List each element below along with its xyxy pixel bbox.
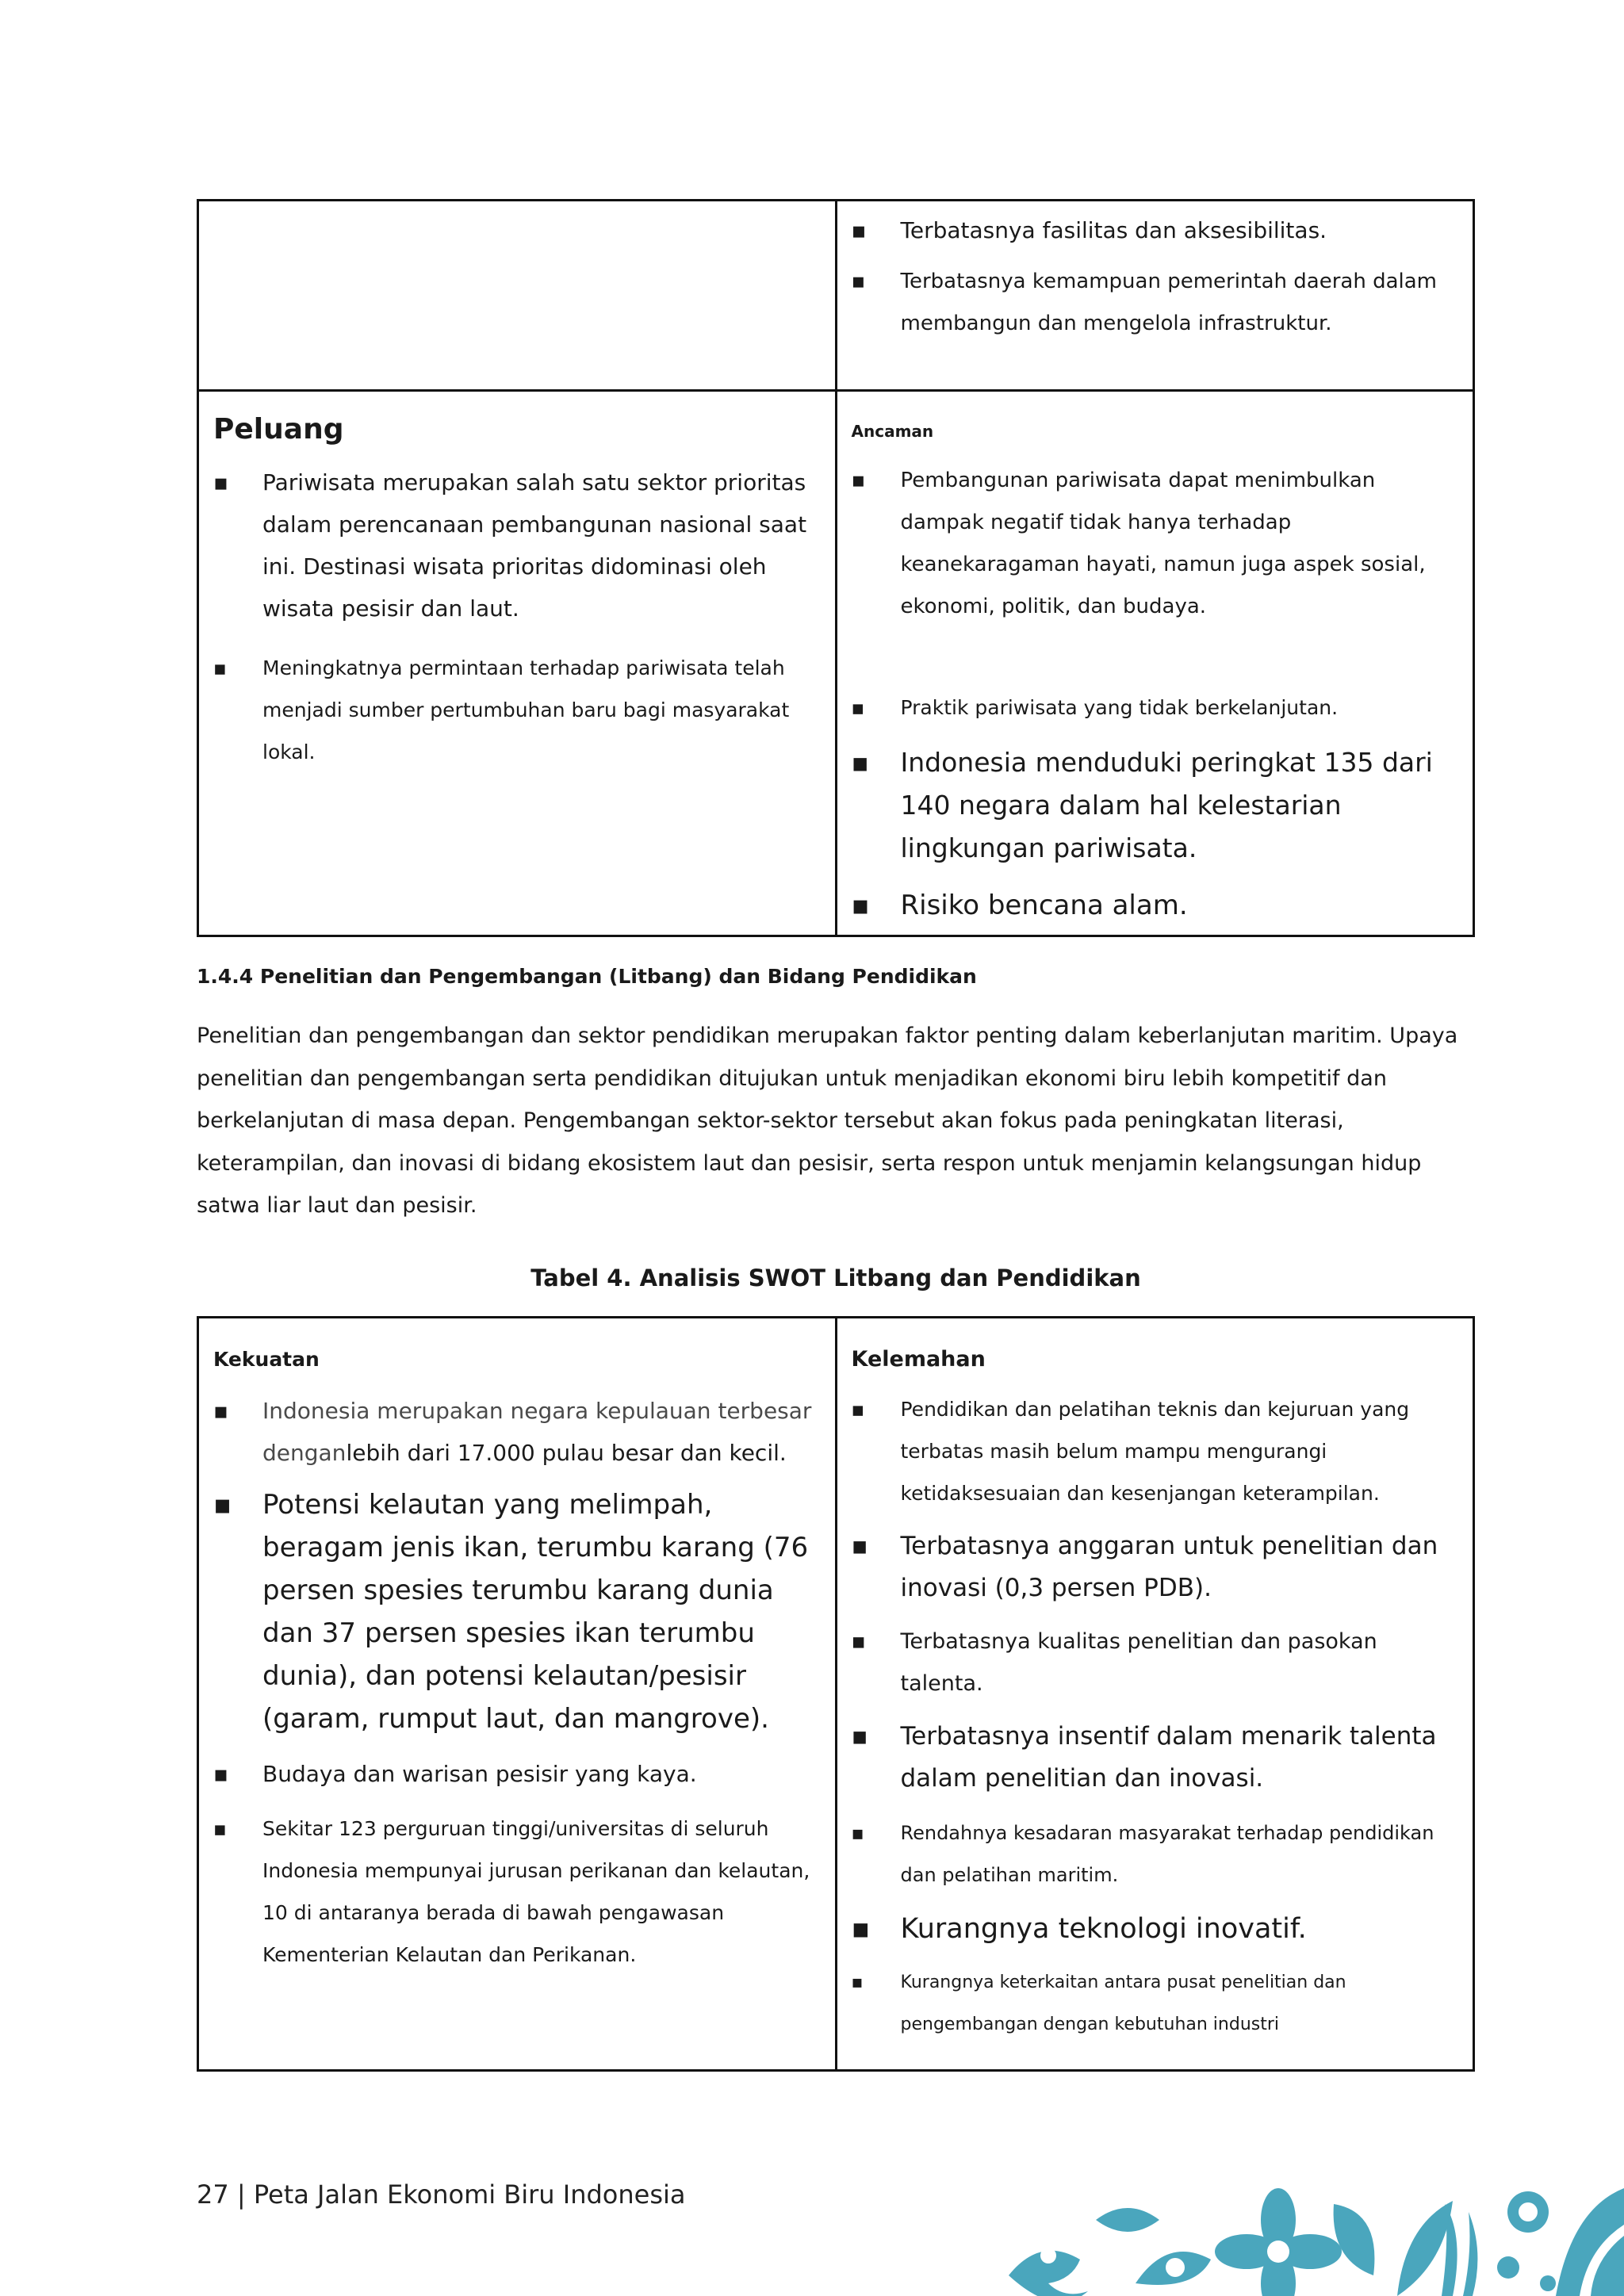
list-item: ▪ Terbatasnya anggaran untuk penelitian dan inovasi (0,3 persen PDB). [851, 1532, 1438, 1602]
section-paragraph: Penelitian dan pengembangan dan sektor pendidikan merupakan faktor penting dalam keberlanjutan maritim. Upaya penelitian dan pengembangan serta pendidikan ditujukan untuk menjadikan ekonomi biru lebih kompetitif dan berkelanjutan di masa depan. Pengembangan sektor-sektor tersebut akan fokus pada peningkatan literasi, keterampilan, dan inovasi di bidang ekosistem laut dan pesisir, serta respon untuk menjamin kelangsungan hidup satwa liar laut dan pesisir. [197, 1024, 1458, 1218]
table-row [198, 391, 1474, 936]
list-item: ▪ Indonesia menduduki peringkat 135 dari 140 negara dalam hal kelestarian lingkungan pariwisata. [851, 747, 1433, 863]
section-heading: 1.4.4 Penelitian dan Pengembangan (Litbang) dan Bidang Pendidikan [197, 965, 977, 988]
peluang-title: Peluang [213, 413, 344, 446]
list-item: ▪ Pembangunan pariwisata dapat menimbulkan dampak negatif tidak hanya terhadap keanekaragaman hayati, namun juga aspek sosial, ekonomi, politik, dan budaya. [851, 469, 1426, 618]
list-item: ▪ Meningkatnya permintaan terhadap pariwisata telah menjadi sumber pertumbuhan baru bagi masyarakat lokal. [213, 656, 790, 763]
list-item: ▪ Budaya dan warisan pesisir yang kaya. [213, 1761, 697, 1787]
swot-table-litbang [197, 1316, 1475, 2072]
peluang-cell [198, 391, 837, 936]
page-footer: 27 | Peta Jalan Ekonomi Biru Indonesia [197, 2179, 686, 2210]
ancaman-title: Ancaman [851, 422, 934, 441]
list-item: ▪ Terbatasnya kualitas penelitian dan pasokan talenta. [851, 1629, 1377, 1696]
list-item: ▪ Pendidikan dan pelatihan teknis dan kejuruan yang terbatas masih belum mampu mengurangi ketidaksesuaian dan kesenjangan keterampilan. [851, 1398, 1410, 1505]
list-item: ▪ Terbatasnya kemampuan pemerintah daerah dalam membangun dan mengelola infrastruktur. [851, 270, 1437, 335]
list-item: ▪ Potensi kelautan yang melimpah, beragam jenis ikan, terumbu karang (76 persen spesies terumbu karang dunia dan 37 persen spesies ikan terumbu dunia), dan potensi kelautan/pesisir (garam, rumput laut, dan mangrove). [213, 1489, 809, 1735]
table-row [198, 201, 1474, 391]
list-item: ▪ Indonesia merupakan negara kepulauan terbesar denganlebih dari 17.000 pulau besar dan kecil. [213, 1398, 812, 1466]
list-item: ▪ Terbatasnya fasilitas dan aksesibilitas. [851, 217, 1327, 243]
list-item: ▪ Rendahnya kesadaran masyarakat terhadap pendidikan dan pelatihan maritim. [851, 1822, 1434, 1886]
list-item: ▪ Pariwisata merupakan salah satu sektor prioritas dalam perencanaan pembangunan nasional saat ini. Destinasi wisata prioritas didominasi oleh wisata pesisir dan laut. [213, 469, 807, 622]
list-item: ▪ Kurangnya teknologi inovatif. [851, 1913, 1307, 1945]
table-row [198, 1318, 1474, 2071]
kekuatan-cell [198, 1318, 837, 2071]
batik-ornament-icon [1001, 2188, 1624, 2296]
weakness-continued-cell [836, 201, 1474, 391]
kelemahan-cell [836, 1318, 1474, 2071]
list-item: ▪ Terbatasnya insentif dalam menarik talenta dalam penelitian dan inovasi. [851, 1722, 1437, 1793]
kekuatan-title: Kekuatan [213, 1348, 320, 1371]
kelemahan-title: Kelemahan [851, 1347, 986, 1372]
table-caption: Tabel 4. Analisis SWOT Litbang dan Pendidikan [530, 1265, 1141, 1292]
list-item: ▪ Praktik pariwisata yang tidak berkelanjutan. [851, 696, 1339, 719]
swot-table-pariwisata [197, 199, 1475, 937]
ancaman-cell [836, 391, 1474, 936]
list-item: ▪ Kurangnya keterkaitan antara pusat penelitian dan pengembangan dengan kebutuhan industri [851, 1973, 1346, 2034]
empty-cell [198, 201, 837, 391]
list-item: ▪ Sekitar 123 perguruan tinggi/universitas di seluruh Indonesia mempunyai jurusan perikanan dan kelautan, 10 di antaranya berada di bawah pengawasan Kementerian Kelautan dan Perikanan. [213, 1817, 810, 1966]
list-item: ▪ Risiko bencana alam. [851, 890, 1188, 921]
